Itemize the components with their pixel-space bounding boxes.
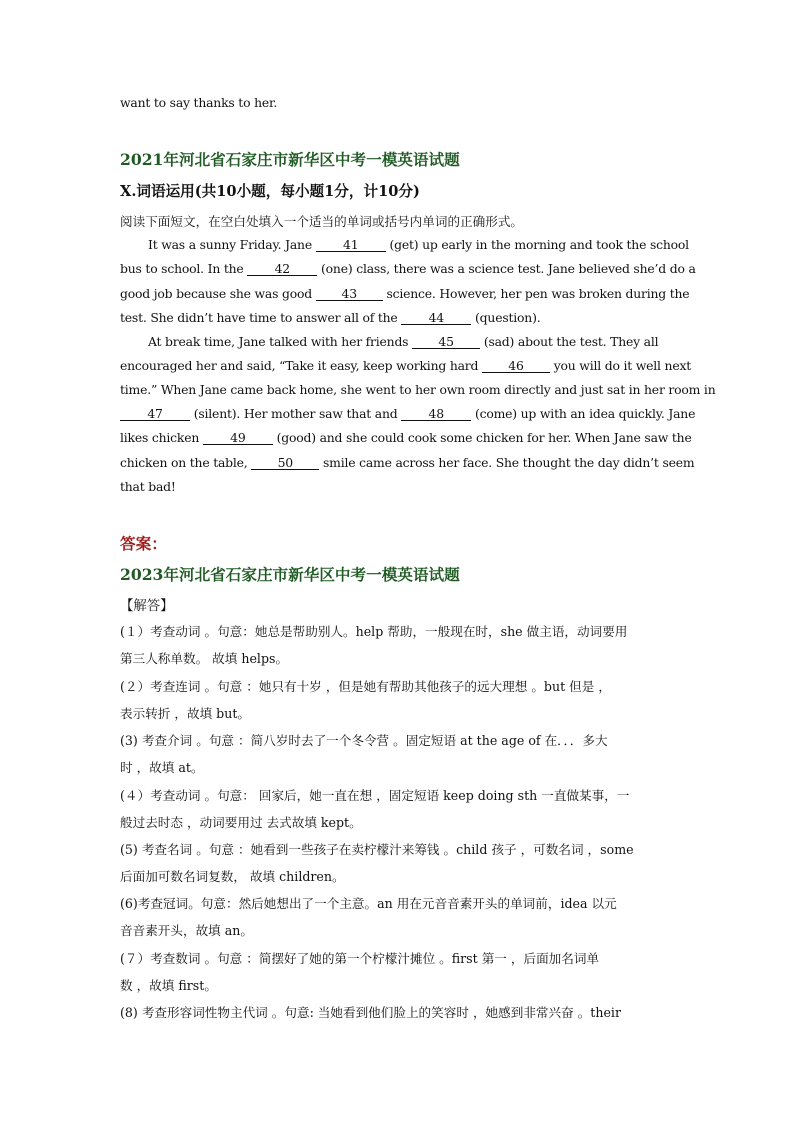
explanation-line: 时 ，故填 at。 xyxy=(120,760,204,775)
explanation-line: 表示转折 ，故填 but。 xyxy=(120,706,250,721)
answer-exam-title: 2023年河北省石家庄市新华区中考一模英语试题 xyxy=(120,565,460,584)
blank-50: 50 xyxy=(251,456,319,470)
answer-label: 答案： xyxy=(120,534,167,553)
blank-47: 47 xyxy=(120,407,190,421)
passage-line-9: likes chicken 49 (good) and she could cook some chicken for her. When Jane saw the xyxy=(120,430,692,445)
explanation-line: (5) 考查名词 。句意 ：她看到一些孩子在卖柠檬汁来筹钱 。child 孩子 ，可数名词 ，some xyxy=(120,842,634,857)
passage-line-2: bus to school. In the 42 (one) class, there was a science test. Jane believed she’d do a xyxy=(120,261,696,276)
passage-line-4: test. She didn’t have time to answer all of the 44 (question). xyxy=(120,310,541,325)
explanation-line: 数 ，故填 first。 xyxy=(120,978,217,993)
blank-41: 41 xyxy=(316,238,386,252)
explanation-line: (４）考查动词 。句意： 回家后，她一直在想 ，固定短语 keep doing sth 一直做某事，一 xyxy=(120,788,630,803)
passage-line-10: chicken on the table, 50 smile came across her face. She thought the day didn’t seem xyxy=(120,455,695,470)
explanation-line: 第三人称单数。 故填 helps。 xyxy=(120,651,289,666)
passage-line-5: At break time, Jane talked with her friends 45 (sad) about the test. They all xyxy=(148,334,659,349)
jieda-heading: 【解答】 xyxy=(120,599,174,614)
blank-42: 42 xyxy=(247,262,317,276)
explanation-line: (１）考查动词 。句意：她总是帮助别人。help 帮助，一般现在时，she 做主语，动词要用 xyxy=(120,624,628,639)
passage-line-11: that bad! xyxy=(120,479,176,494)
blank-44: 44 xyxy=(401,311,471,325)
explanation-line: (3) 考查介词 。句意 ：简八岁时去了一个冬令营 。固定短语 at the age of 在．．．多大 xyxy=(120,733,608,748)
passage-line-7: time.” When Jane came back home, she went to her own room directly and just sat in her room in xyxy=(120,382,716,397)
blank-46: 46 xyxy=(482,359,550,373)
exam-title: 2021年河北省石家庄市新华区中考一模英语试题 xyxy=(120,150,460,169)
explanation-line: 般过去时态 ，动词要用过 去式故填 kept。 xyxy=(120,815,362,830)
passage-line-6: encouraged her and said, “Take it easy, keep working hard 46 you will do it well next xyxy=(120,358,692,373)
instruction: 阅读下面短文，在空白处填入一个适当的单词或括号内单词的正确形式。 xyxy=(120,214,523,229)
explanation-line: 音音素开头，故填 an。 xyxy=(120,923,253,938)
explanation-line: 后面加可数名词复数， 故填 children。 xyxy=(120,869,345,884)
passage-line-8: 47 (silent). Her mother saw that and 48 (come) up with an idea quickly. Jane xyxy=(120,406,695,421)
explanation-line: (２）考查连词 。句意 ：她只有十岁 ，但是她有帮助其他孩子的远大理想 。but 但是 ， xyxy=(120,679,611,694)
explanation-line: (７）考查数词 。句意 ：简摆好了她的第一个柠檬汁摊位 。first 第一 ，后面加名词单 xyxy=(120,951,600,966)
section-heading: X.词语运用(共10小题，每小题1分，计10分) xyxy=(120,183,420,200)
passage-line-3: good job because she was good 43 science. However, her pen was broken during the xyxy=(120,286,690,301)
explanation-line: (6)考查冠词。句意：然后她想出了一个主意。an 用在元音音素开头的单词前，idea 以元 xyxy=(120,896,617,911)
blank-48: 48 xyxy=(401,407,471,421)
passage-line-1: It was a sunny Friday. Jane 41 (get) up early in the morning and took the school xyxy=(148,237,689,252)
top-line: want to say thanks to her. xyxy=(120,95,278,110)
blank-49: 49 xyxy=(203,431,273,445)
blank-43: 43 xyxy=(316,287,383,301)
explanation-line: (8) 考查形容词性物主代词 。句意: 当她看到他们脸上的笑容时 ，她感到非常兴奋 。their xyxy=(120,1005,621,1020)
blank-45: 45 xyxy=(412,335,480,349)
